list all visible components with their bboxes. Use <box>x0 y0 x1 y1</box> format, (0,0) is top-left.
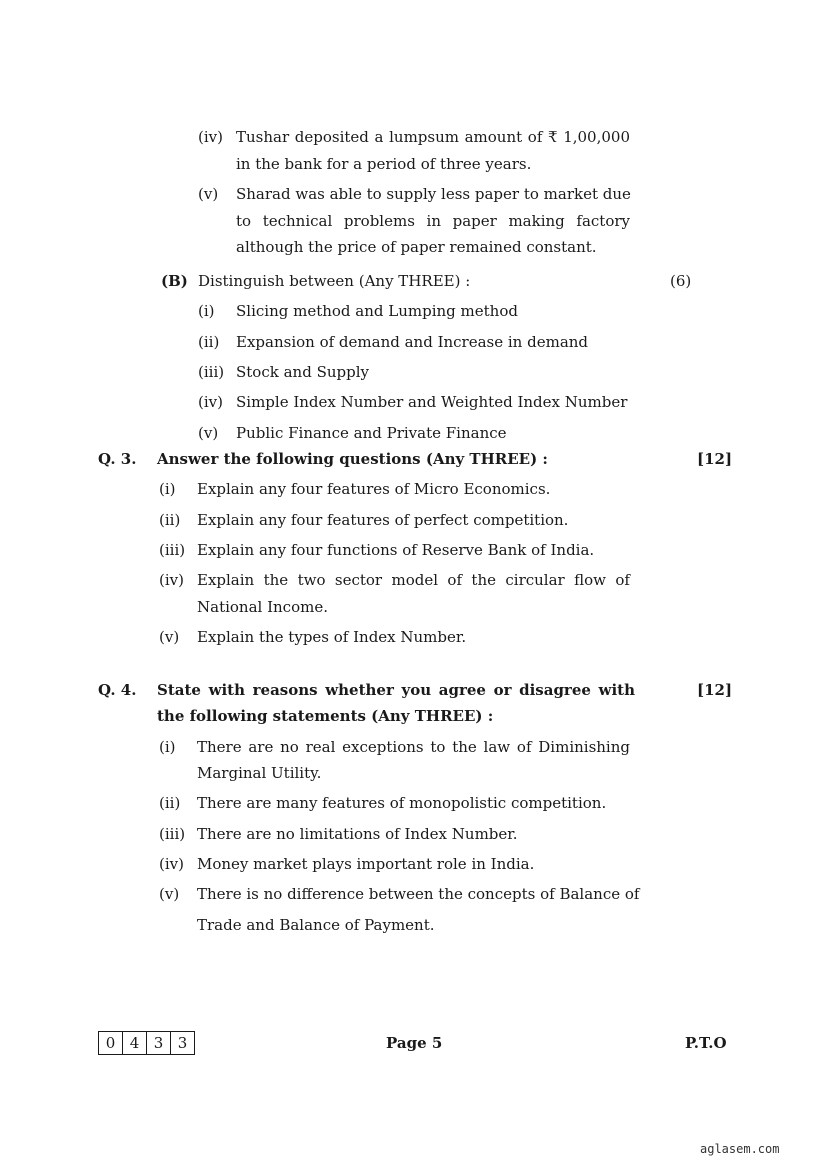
item-text-line: Explain any four functions of Reserve Bank of India. <box>197 541 595 559</box>
watermark-text: aglasem.com <box>700 1142 780 1156</box>
item-number: (i) <box>159 480 176 498</box>
paper-code-digit: 4 <box>123 1032 147 1054</box>
section-label: (B) <box>161 272 188 290</box>
item-text-line: Explain any four features of Micro Economics. <box>197 480 551 498</box>
item-text-line: Explain any four features of perfect competition. <box>197 511 569 529</box>
item-text-line: to technical problems in paper making factory <box>236 212 630 230</box>
item-text-line: although the price of paper remained constant. <box>236 238 597 256</box>
item-number: (i) <box>198 302 215 320</box>
section-heading: Distinguish between (Any THREE) : <box>198 272 471 290</box>
page-number: Page 5 <box>386 1034 443 1052</box>
item-number: (v) <box>159 885 180 903</box>
item-text-line: Sharad was able to supply less paper to market due <box>236 185 631 203</box>
pto-label: P.T.O <box>685 1034 727 1052</box>
item-text-line: National Income. <box>197 598 328 616</box>
paper-code-box <box>98 1031 195 1055</box>
question-heading: Answer the following questions (Any THREE) : <box>157 450 548 468</box>
item-number: (iv) <box>159 855 184 873</box>
item-text-line: There is no difference between the concepts of Balance of <box>197 885 640 903</box>
item-text-line: Explain the types of Index Number. <box>197 628 467 646</box>
item-text: Public Finance and Private Finance <box>236 424 507 442</box>
item-number: (ii) <box>159 794 181 812</box>
item-text-line: Explain the two sector model of the circular flow of <box>197 571 630 589</box>
item-text-line: in the bank for a period of three years. <box>236 155 532 173</box>
item-text: Expansion of demand and Increase in demand <box>236 333 589 351</box>
item-text-line: Money market plays important role in India. <box>197 855 535 873</box>
item-text-line: There are many features of monopolistic competition. <box>197 794 607 812</box>
question-label: Q. 4. <box>98 681 137 699</box>
question-marks: [12] <box>697 450 733 468</box>
item-text-line: There are no limitations of Index Number. <box>197 825 518 843</box>
item-text-line: There are no real exceptions to the law of Diminishing <box>197 738 630 756</box>
item-text-line: Trade and Balance of Payment. <box>197 916 435 934</box>
item-number: (v) <box>198 185 219 203</box>
question-heading-line: the following statements (Any THREE) : <box>157 707 494 725</box>
item-text-line: Tushar deposited a lumpsum amount of ₹ 1,00,000 <box>236 128 630 146</box>
item-text: Slicing method and Lumping method <box>236 302 518 320</box>
question-label: Q. 3. <box>98 450 137 468</box>
item-number: (i) <box>159 738 176 756</box>
item-number: (ii) <box>159 511 181 529</box>
item-number: (iii) <box>159 825 186 843</box>
item-text-line: Marginal Utility. <box>197 764 322 782</box>
item-number: (iii) <box>159 541 186 559</box>
item-number: (iii) <box>198 363 225 381</box>
item-number: (v) <box>198 424 219 442</box>
paper-code-digit: 3 <box>177 1034 188 1052</box>
paper-code-digit: 0 <box>99 1032 123 1054</box>
item-number: (ii) <box>198 333 220 351</box>
item-number: (iv) <box>198 393 223 411</box>
item-number: (iv) <box>198 128 223 146</box>
section-marks: (6) <box>670 272 692 290</box>
item-number: (iv) <box>159 571 184 589</box>
item-text: Simple Index Number and Weighted Index Number <box>236 393 628 411</box>
question-heading-line: State with reasons whether you agree or disagree with <box>157 681 635 699</box>
item-number: (v) <box>159 628 180 646</box>
item-text: Stock and Supply <box>236 363 369 381</box>
paper-code-digit: 3 <box>147 1032 171 1054</box>
question-marks: [12] <box>697 681 733 699</box>
